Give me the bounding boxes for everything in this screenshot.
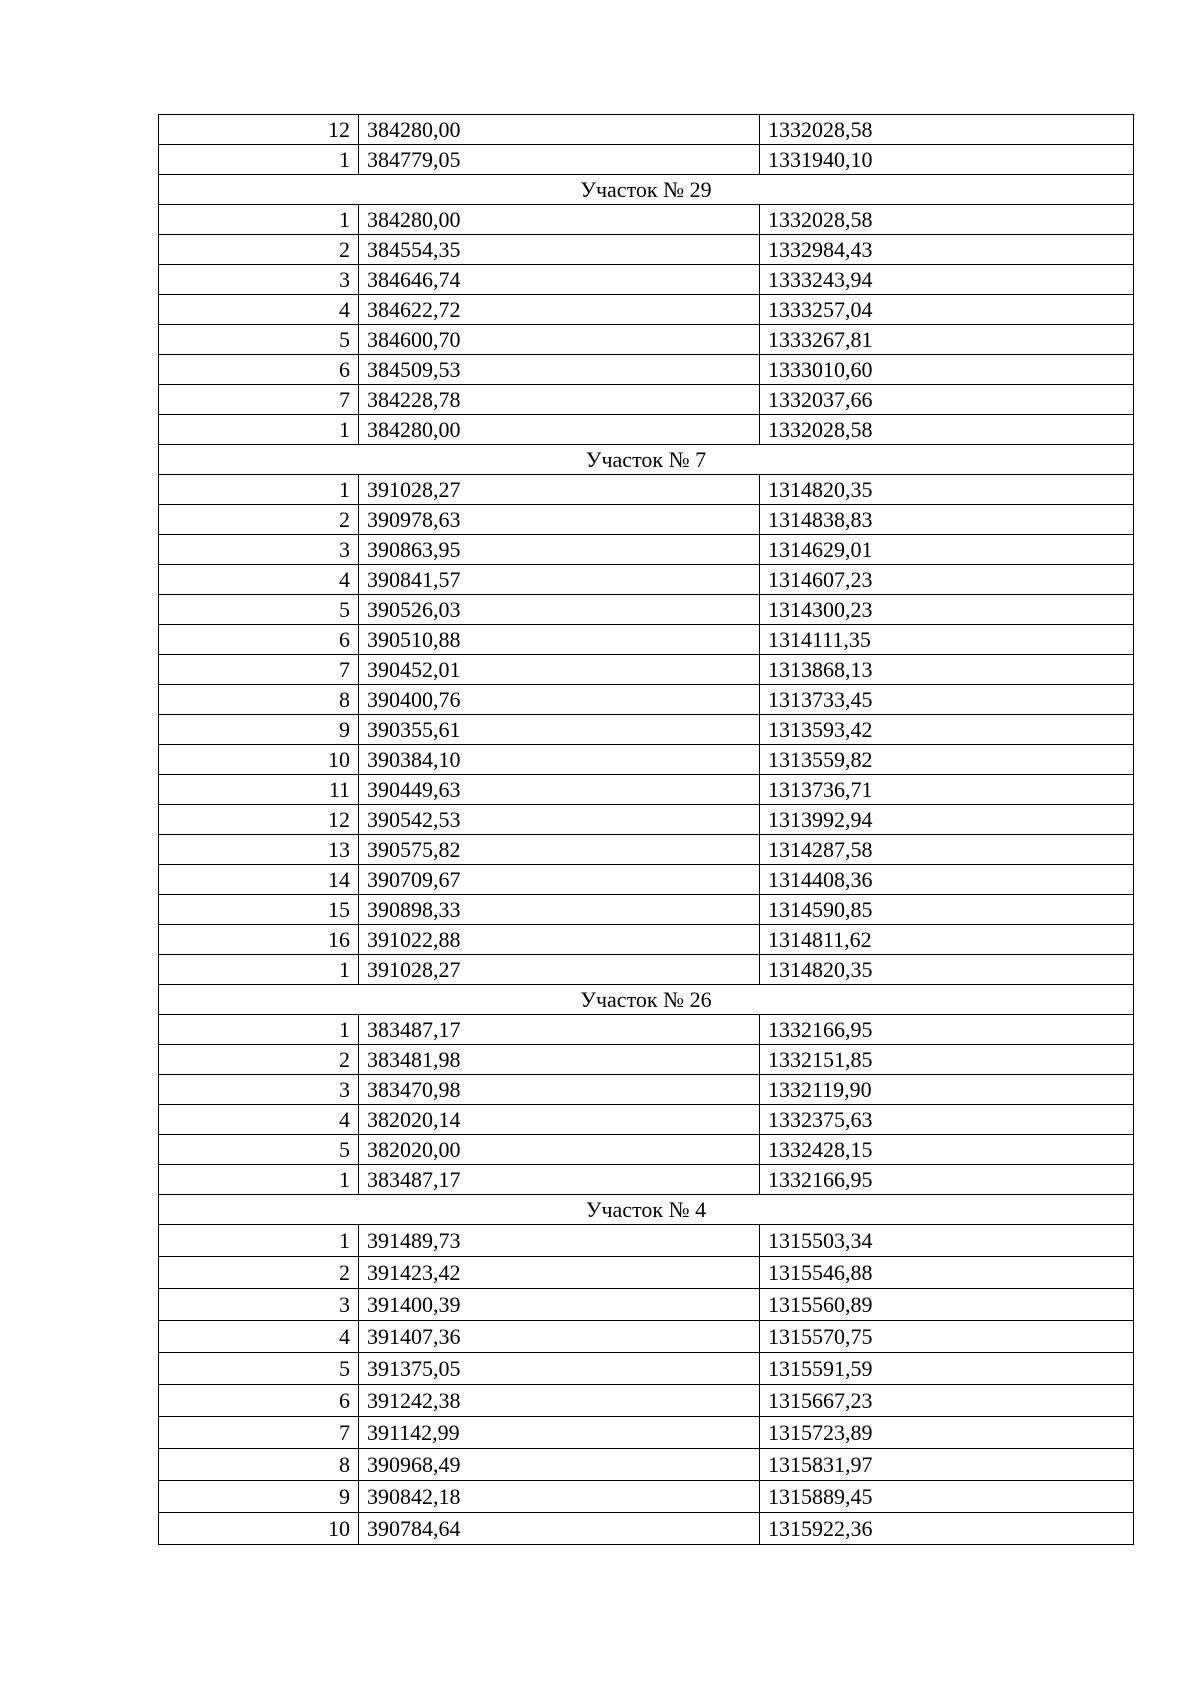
x-coordinate-cell: 383470,98: [359, 1075, 760, 1105]
table-row: [159, 1045, 1134, 1075]
point-number-cell: 2: [159, 235, 359, 265]
point-number-cell: 2: [159, 1045, 359, 1075]
table-row: [159, 895, 1134, 925]
point-number-cell: 3: [159, 1289, 359, 1321]
table-row: [159, 865, 1134, 895]
point-number-cell: 3: [159, 265, 359, 295]
point-number-cell: 6: [159, 625, 359, 655]
x-coordinate-cell: 390384,10: [359, 745, 760, 775]
point-number-cell: 4: [159, 565, 359, 595]
table-row: [159, 655, 1134, 685]
y-coordinate-cell: 1314629,01: [760, 535, 1134, 565]
section-title-row: [159, 445, 1134, 475]
x-coordinate-cell: 384280,00: [359, 205, 760, 235]
table-row: [159, 925, 1134, 955]
y-coordinate-cell: 1315570,75: [760, 1321, 1134, 1353]
point-number-cell: 12: [159, 115, 359, 145]
table-row: [159, 565, 1134, 595]
y-coordinate-cell: 1332119,90: [760, 1075, 1134, 1105]
point-number-cell: 1: [159, 1015, 359, 1045]
y-coordinate-cell: 1313593,42: [760, 715, 1134, 745]
table-row: [159, 415, 1134, 445]
table-row: [159, 1225, 1134, 1257]
table-row: [159, 955, 1134, 985]
y-coordinate-cell: 1315591,59: [760, 1353, 1134, 1385]
y-coordinate-cell: 1333243,94: [760, 265, 1134, 295]
table-row: [159, 145, 1134, 175]
x-coordinate-cell: 383481,98: [359, 1045, 760, 1075]
x-coordinate-cell: 390355,61: [359, 715, 760, 745]
point-number-cell: 9: [159, 1481, 359, 1513]
y-coordinate-cell: 1332166,95: [760, 1165, 1134, 1195]
table-row: [159, 1289, 1134, 1321]
table-row: [159, 205, 1134, 235]
point-number-cell: 8: [159, 685, 359, 715]
x-coordinate-cell: 390452,01: [359, 655, 760, 685]
y-coordinate-cell: 1314590,85: [760, 895, 1134, 925]
point-number-cell: 3: [159, 1075, 359, 1105]
x-coordinate-cell: 390978,63: [359, 505, 760, 535]
y-coordinate-cell: 1332428,15: [760, 1135, 1134, 1165]
y-coordinate-cell: 1313868,13: [760, 655, 1134, 685]
y-coordinate-cell: 1315546,88: [760, 1257, 1134, 1289]
y-coordinate-cell: 1314838,83: [760, 505, 1134, 535]
x-coordinate-cell: 390542,53: [359, 805, 760, 835]
table-row: [159, 1105, 1134, 1135]
x-coordinate-cell: 391022,88: [359, 925, 760, 955]
table-row: [159, 1321, 1134, 1353]
y-coordinate-cell: 1332028,58: [760, 205, 1134, 235]
table-row: [159, 505, 1134, 535]
x-coordinate-cell: 383487,17: [359, 1165, 760, 1195]
y-coordinate-cell: 1315922,36: [760, 1513, 1134, 1545]
x-coordinate-cell: 384280,00: [359, 115, 760, 145]
x-coordinate-cell: 390968,49: [359, 1449, 760, 1481]
x-coordinate-cell: 384280,00: [359, 415, 760, 445]
y-coordinate-cell: 1315831,97: [760, 1449, 1134, 1481]
y-coordinate-cell: 1315889,45: [760, 1481, 1134, 1513]
y-coordinate-cell: 1315667,23: [760, 1385, 1134, 1417]
point-number-cell: 1: [159, 475, 359, 505]
y-coordinate-cell: 1332166,95: [760, 1015, 1134, 1045]
y-coordinate-cell: 1313736,71: [760, 775, 1134, 805]
point-number-cell: 3: [159, 535, 359, 565]
point-number-cell: 2: [159, 1257, 359, 1289]
point-number-cell: 6: [159, 355, 359, 385]
x-coordinate-cell: 391423,42: [359, 1257, 760, 1289]
table-row: [159, 385, 1134, 415]
table-row: [159, 355, 1134, 385]
point-number-cell: 16: [159, 925, 359, 955]
y-coordinate-cell: 1315560,89: [760, 1289, 1134, 1321]
y-coordinate-cell: 1314287,58: [760, 835, 1134, 865]
table-row: [159, 1165, 1134, 1195]
section-title-row: [159, 985, 1134, 1015]
x-coordinate-cell: 390526,03: [359, 595, 760, 625]
x-coordinate-cell: 391400,39: [359, 1289, 760, 1321]
point-number-cell: 1: [159, 1225, 359, 1257]
point-number-cell: 1: [159, 1165, 359, 1195]
y-coordinate-cell: 1313733,45: [760, 685, 1134, 715]
table-row: [159, 835, 1134, 865]
point-number-cell: 4: [159, 1321, 359, 1353]
x-coordinate-cell: 391375,05: [359, 1353, 760, 1385]
point-number-cell: 7: [159, 1417, 359, 1449]
y-coordinate-cell: 1333010,60: [760, 355, 1134, 385]
y-coordinate-cell: 1332028,58: [760, 415, 1134, 445]
point-number-cell: 6: [159, 1385, 359, 1417]
point-number-cell: 12: [159, 805, 359, 835]
point-number-cell: 14: [159, 865, 359, 895]
table-row: [159, 115, 1134, 145]
x-coordinate-cell: 384779,05: [359, 145, 760, 175]
table-row: [159, 295, 1134, 325]
x-coordinate-cell: 390709,67: [359, 865, 760, 895]
x-coordinate-cell: 391028,27: [359, 955, 760, 985]
y-coordinate-cell: 1333257,04: [760, 295, 1134, 325]
x-coordinate-cell: 384228,78: [359, 385, 760, 415]
point-number-cell: 15: [159, 895, 359, 925]
table-row: [159, 1449, 1134, 1481]
x-coordinate-cell: 384509,53: [359, 355, 760, 385]
table-row: [159, 1513, 1134, 1545]
table-row: [159, 775, 1134, 805]
point-number-cell: 10: [159, 1513, 359, 1545]
x-coordinate-cell: 390510,88: [359, 625, 760, 655]
point-number-cell: 5: [159, 595, 359, 625]
table-row: [159, 1075, 1134, 1105]
point-number-cell: 4: [159, 1105, 359, 1135]
point-number-cell: 11: [159, 775, 359, 805]
table-row: [159, 475, 1134, 505]
y-coordinate-cell: 1314820,35: [760, 955, 1134, 985]
point-number-cell: 1: [159, 415, 359, 445]
y-coordinate-cell: 1331940,10: [760, 145, 1134, 175]
table-row: [159, 685, 1134, 715]
point-number-cell: 8: [159, 1449, 359, 1481]
point-number-cell: 7: [159, 385, 359, 415]
y-coordinate-cell: 1315723,89: [760, 1417, 1134, 1449]
table-row: [159, 535, 1134, 565]
x-coordinate-cell: 390449,63: [359, 775, 760, 805]
x-coordinate-cell: 391242,38: [359, 1385, 760, 1417]
point-number-cell: 5: [159, 325, 359, 355]
point-number-cell: 5: [159, 1353, 359, 1385]
x-coordinate-cell: 384600,70: [359, 325, 760, 355]
section-title: Участок № 7: [159, 445, 1134, 475]
table-row: [159, 235, 1134, 265]
y-coordinate-cell: 1332028,58: [760, 115, 1134, 145]
table-row: [159, 1481, 1134, 1513]
section-title: Участок № 29: [159, 175, 1134, 205]
x-coordinate-cell: 382020,00: [359, 1135, 760, 1165]
y-coordinate-cell: 1314408,36: [760, 865, 1134, 895]
point-number-cell: 9: [159, 715, 359, 745]
table-row: [159, 1385, 1134, 1417]
point-number-cell: 2: [159, 505, 359, 535]
table-row: [159, 805, 1134, 835]
section-title-row: [159, 1195, 1134, 1225]
point-number-cell: 5: [159, 1135, 359, 1165]
y-coordinate-cell: 1314820,35: [760, 475, 1134, 505]
y-coordinate-cell: 1314300,23: [760, 595, 1134, 625]
point-number-cell: 1: [159, 145, 359, 175]
table-row: [159, 1015, 1134, 1045]
x-coordinate-cell: 382020,14: [359, 1105, 760, 1135]
table-row: [159, 1417, 1134, 1449]
x-coordinate-cell: 391028,27: [359, 475, 760, 505]
table-row: [159, 715, 1134, 745]
y-coordinate-cell: 1314811,62: [760, 925, 1134, 955]
y-coordinate-cell: 1332984,43: [760, 235, 1134, 265]
coordinates-table-body: [159, 115, 1134, 1545]
x-coordinate-cell: 390575,82: [359, 835, 760, 865]
section-title: Участок № 26: [159, 985, 1134, 1015]
table-row: [159, 1135, 1134, 1165]
table-row: [159, 1257, 1134, 1289]
point-number-cell: 13: [159, 835, 359, 865]
y-coordinate-cell: 1332375,63: [760, 1105, 1134, 1135]
y-coordinate-cell: 1315503,34: [760, 1225, 1134, 1257]
x-coordinate-cell: 390863,95: [359, 535, 760, 565]
point-number-cell: 4: [159, 295, 359, 325]
x-coordinate-cell: 390842,18: [359, 1481, 760, 1513]
x-coordinate-cell: 391142,99: [359, 1417, 760, 1449]
x-coordinate-cell: 384622,72: [359, 295, 760, 325]
point-number-cell: 7: [159, 655, 359, 685]
coordinates-table: [158, 114, 1134, 1545]
x-coordinate-cell: 390784,64: [359, 1513, 760, 1545]
section-title: Участок № 4: [159, 1195, 1134, 1225]
x-coordinate-cell: 390898,33: [359, 895, 760, 925]
table-row: [159, 595, 1134, 625]
x-coordinate-cell: 384554,35: [359, 235, 760, 265]
table-row: [159, 625, 1134, 655]
y-coordinate-cell: 1314111,35: [760, 625, 1134, 655]
y-coordinate-cell: 1332151,85: [760, 1045, 1134, 1075]
table-row: [159, 325, 1134, 355]
y-coordinate-cell: 1313559,82: [760, 745, 1134, 775]
x-coordinate-cell: 390400,76: [359, 685, 760, 715]
table-row: [159, 1353, 1134, 1385]
table-row: [159, 265, 1134, 295]
y-coordinate-cell: 1332037,66: [760, 385, 1134, 415]
table-row: [159, 745, 1134, 775]
x-coordinate-cell: 390841,57: [359, 565, 760, 595]
section-title-row: [159, 175, 1134, 205]
y-coordinate-cell: 1313992,94: [760, 805, 1134, 835]
x-coordinate-cell: 384646,74: [359, 265, 760, 295]
y-coordinate-cell: 1333267,81: [760, 325, 1134, 355]
point-number-cell: 1: [159, 205, 359, 235]
point-number-cell: 10: [159, 745, 359, 775]
x-coordinate-cell: 383487,17: [359, 1015, 760, 1045]
point-number-cell: 1: [159, 955, 359, 985]
y-coordinate-cell: 1314607,23: [760, 565, 1134, 595]
x-coordinate-cell: 391407,36: [359, 1321, 760, 1353]
x-coordinate-cell: 391489,73: [359, 1225, 760, 1257]
